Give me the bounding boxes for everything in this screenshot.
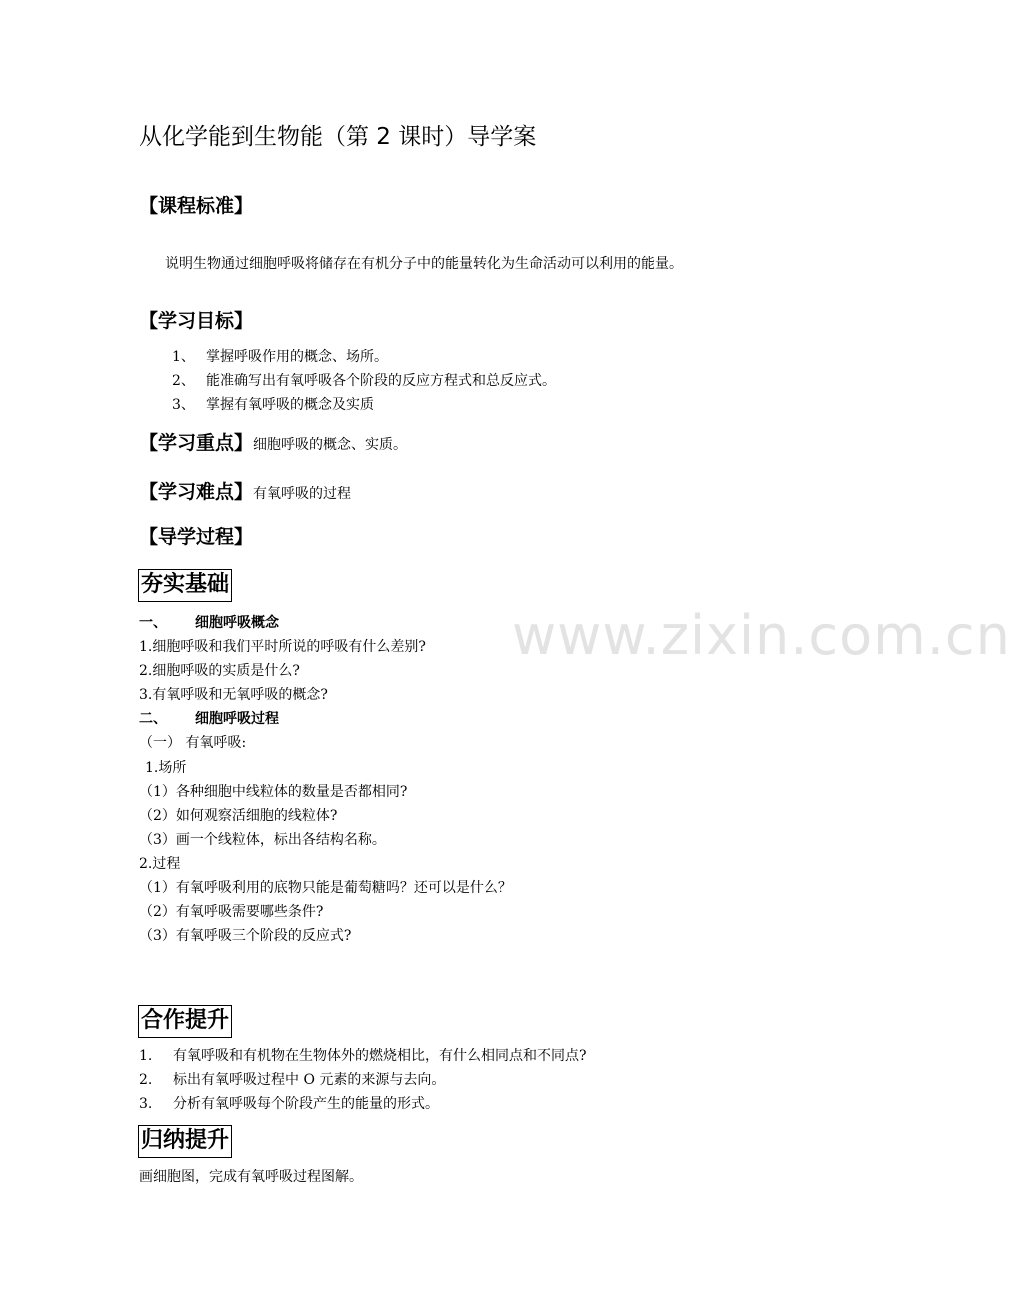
key-points-heading: 【学习重点】 [139, 432, 254, 454]
cooperation-num: 3. [139, 1096, 153, 1112]
objectives-heading: 【学习目标】 [139, 310, 254, 332]
question-item: （2）有氧呼吸需要哪些条件? [139, 904, 324, 920]
question-item: 2.细胞呼吸的实质是什么? [139, 663, 300, 679]
standard-heading: 【课程标准】 [139, 195, 254, 217]
key-points [139, 428, 407, 455]
question-item: （1）各种细胞中线粒体的数量是否都相同? [139, 784, 408, 800]
objective-item [172, 346, 388, 368]
section-box-cooperation: 合作提升 [138, 1005, 232, 1038]
place-label: 1.场所 [145, 760, 187, 776]
watermark: www.zixin.com.cn [512, 604, 1011, 667]
difficulties-text: 有氧呼吸的过程 [253, 486, 352, 502]
cooperation-item [139, 1045, 587, 1067]
question-item: （3）有氧呼吸三个阶段的反应式? [139, 928, 352, 944]
section-box-summary: 归纳提升 [138, 1125, 232, 1158]
cooperation-text: 有氧呼吸和有机物在生物体外的燃烧相比，有什么相同点和不同点? [173, 1048, 587, 1064]
page-title: 从化学能到生物能（第 2 课时）导学案 [139, 124, 537, 150]
key-points-text: 细胞呼吸的概念、实质。 [253, 437, 408, 453]
objective-num: 2、 [172, 373, 195, 389]
part2-num: 二、 [139, 711, 167, 727]
cooperation-num: 2. [139, 1072, 153, 1088]
cooperation-text: 标出有氧呼吸过程中 O 元素的来源与去向。 [173, 1072, 446, 1088]
cooperation-num: 1. [139, 1048, 153, 1064]
standard-text: 说明生物通过细胞呼吸将储存在有机分子中的能量转化为生命活动可以利用的能量。 [165, 256, 683, 272]
part1-title: 细胞呼吸概念 [195, 615, 279, 631]
objective-item [172, 370, 556, 392]
part2-heading [139, 708, 279, 730]
objective-item [172, 394, 374, 416]
question-item: （2）如何观察活细胞的线粒体? [139, 808, 338, 824]
objective-num: 3、 [172, 397, 195, 413]
section-box-foundation: 夯实基础 [138, 569, 232, 602]
aerobic-subheading: （一） 有氧呼吸: [139, 735, 247, 751]
objective-text: 能准确写出有氧呼吸各个阶段的反应方程式和总反应式。 [206, 373, 556, 389]
objective-num: 1、 [172, 349, 195, 365]
part1-num: 一、 [139, 615, 167, 631]
cooperation-item [139, 1093, 439, 1115]
question-item: 3.有氧呼吸和无氧呼吸的概念? [139, 687, 328, 703]
difficulties [139, 477, 351, 504]
cooperation-item [139, 1069, 445, 1091]
objective-text: 掌握有氧呼吸的概念及实质 [206, 397, 374, 413]
objective-text: 掌握呼吸作用的概念、场所。 [206, 349, 388, 365]
part2-title: 细胞呼吸过程 [195, 711, 279, 727]
cooperation-text: 分析有氧呼吸每个阶段产生的能量的形式。 [173, 1096, 439, 1112]
question-item: （3）画一个线粒体，标出各结构名称。 [139, 832, 386, 848]
part1-heading [139, 612, 279, 634]
question-item: 1.细胞呼吸和我们平时所说的呼吸有什么差别? [139, 639, 426, 655]
process-label: 2.过程 [139, 856, 181, 872]
process-heading: 【导学过程】 [139, 526, 254, 548]
summary-text: 画细胞图，完成有氧呼吸过程图解。 [139, 1169, 363, 1185]
difficulties-heading: 【学习难点】 [139, 481, 254, 503]
question-item: （1）有氧呼吸利用的底物只能是葡萄糖吗？还可以是什么？ [139, 880, 512, 896]
